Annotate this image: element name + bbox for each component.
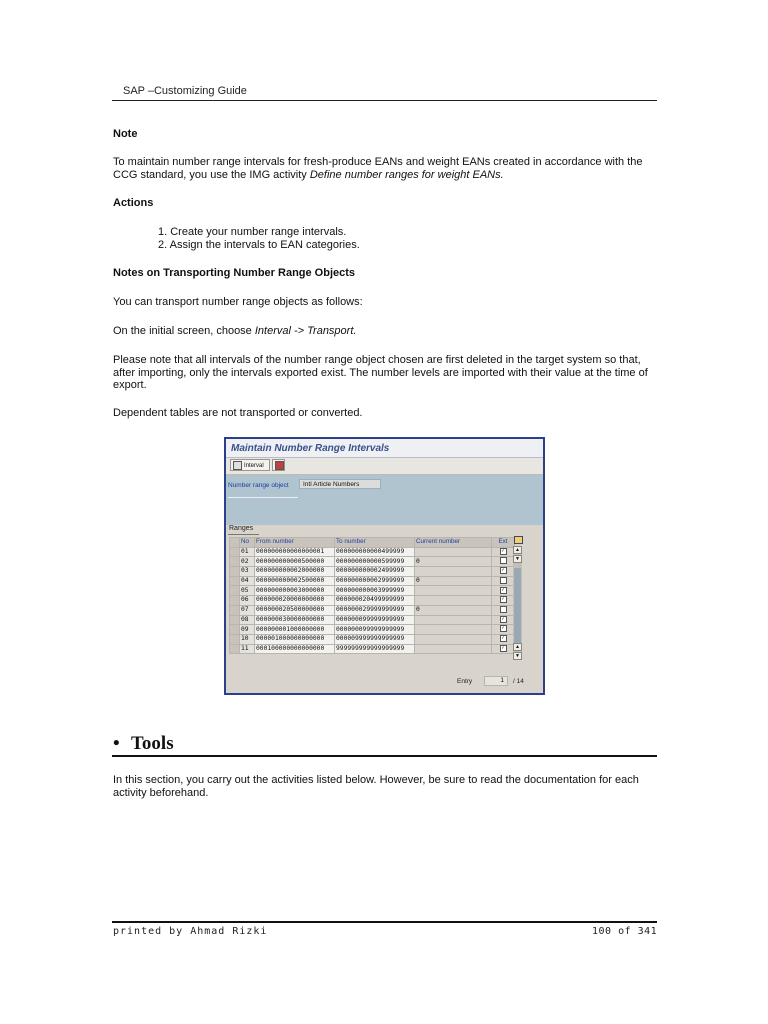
checkbox-checked-icon[interactable]: ✓ [501, 567, 505, 574]
row-select-cell[interactable] [230, 625, 240, 635]
checkbox-empty-icon[interactable] [500, 606, 507, 613]
ranges-tab-line [228, 534, 259, 535]
selection-underline [228, 497, 298, 498]
truck-icon [275, 461, 284, 470]
row-no-cell: 10 [240, 634, 255, 644]
table-row[interactable] [230, 596, 515, 606]
scroll-bottom-icon[interactable]: ▼ [513, 652, 522, 660]
checkbox-checked-icon[interactable]: ✓ [501, 586, 505, 593]
row-to-cell[interactable]: 000000000002499999 [335, 567, 415, 577]
transport-paragraph-3: Please note that all intervals of the number range object chosen are first deleted in the target system so that, after importing, only the intervals exported exist. The number levels are imported with their value at the time of export. [113, 354, 648, 391]
tools-heading: Tools [131, 733, 174, 754]
row-no-cell: 01 [240, 547, 255, 557]
row-no-cell: 05 [240, 586, 255, 596]
sap-body [226, 525, 543, 693]
row-current-cell: 0 [415, 576, 492, 586]
row-current-cell [415, 644, 492, 654]
row-to-cell[interactable]: 000000000000599999 [335, 557, 415, 567]
row-from-cell[interactable]: 000000000000500000 [255, 557, 335, 567]
row-to-cell[interactable]: 999999999999999999 [335, 644, 415, 654]
row-to-cell[interactable]: 000000099999999999 [335, 625, 415, 635]
row-no-cell: 06 [240, 596, 255, 606]
row-select-cell[interactable] [230, 615, 240, 625]
row-current-cell [415, 634, 492, 644]
transport-icon-button[interactable] [272, 459, 285, 471]
entry-label: Entry [457, 678, 473, 685]
row-from-cell[interactable]: 000000030000000000 [255, 615, 335, 625]
row-ext-cell [492, 596, 515, 606]
checkbox-checked-icon[interactable]: ✓ [501, 596, 505, 603]
checkbox-empty-icon[interactable] [500, 577, 507, 584]
row-current-cell [415, 596, 492, 606]
row-to-cell[interactable]: 000009999999999999 [335, 634, 415, 644]
row-current-cell [415, 615, 492, 625]
row-no-cell: 09 [240, 625, 255, 635]
row-current-cell [415, 586, 492, 596]
row-from-cell[interactable]: 000100000000000000 [255, 644, 335, 654]
row-select-cell[interactable] [230, 586, 240, 596]
transport-p2-path: Interval -> Transport. [254, 325, 357, 337]
row-ext-cell [492, 586, 515, 596]
row-current-cell [415, 625, 492, 635]
row-ext-cell [492, 557, 515, 567]
transport-heading: Notes on Transporting Number Range Objects [113, 267, 356, 279]
row-ext-cell [492, 615, 515, 625]
ranges-tab[interactable]: Ranges [229, 525, 254, 532]
row-select-cell[interactable] [230, 605, 240, 615]
select-all-cell[interactable] [230, 538, 240, 548]
interval-button[interactable] [230, 459, 270, 471]
interval-icon [233, 461, 242, 470]
header-rule [112, 100, 657, 101]
row-ext-cell [492, 547, 515, 557]
entry-field[interactable]: 1 [484, 676, 508, 686]
actions-list [158, 226, 360, 251]
object-label: Number range object [228, 482, 289, 489]
row-no-cell: 08 [240, 615, 255, 625]
row-select-cell[interactable] [230, 557, 240, 567]
ranges-table [229, 537, 515, 654]
table-row[interactable] [230, 605, 515, 615]
row-no-cell: 04 [240, 576, 255, 586]
scroll-up-icon[interactable]: ▼ [513, 555, 522, 563]
table-settings-icon[interactable] [514, 536, 523, 544]
row-to-cell[interactable]: 000000000003999999 [335, 586, 415, 596]
sap-title-bar [226, 439, 543, 458]
row-select-cell[interactable] [230, 547, 240, 557]
sap-selection-area [226, 475, 543, 525]
note-text: To maintain number range intervals for fresh-produce EANs and weight EANs created in accordance with the CCG standard, you use the IMG activity [113, 156, 643, 181]
actions-item: 1. Create your number range intervals. [158, 226, 347, 238]
checkbox-checked-icon[interactable]: ✓ [501, 615, 505, 622]
scroll-down-icon[interactable]: ▲ [513, 643, 522, 651]
sap-title: Maintain Number Range Intervals [231, 443, 390, 454]
actions-heading: Actions [113, 197, 154, 209]
note-activity: Define number ranges for weight EANs. [309, 168, 504, 181]
table-row[interactable] [230, 567, 515, 577]
col-header-no: No [240, 538, 255, 548]
sap-screenshot [224, 437, 545, 695]
interval-button-label: Interval [244, 463, 264, 469]
checkbox-checked-icon[interactable]: ✓ [501, 625, 505, 632]
row-ext-cell [492, 634, 515, 644]
actions-item: 2. Assign the intervals to EAN categories. [158, 238, 360, 251]
row-no-cell: 11 [240, 644, 255, 654]
table-row[interactable] [230, 634, 515, 644]
row-ext-cell [492, 625, 515, 635]
table-header-row [230, 538, 515, 548]
row-from-cell[interactable]: 000000000002500000 [255, 576, 335, 586]
footer-page-number: 100 of 341 [592, 926, 658, 937]
col-header-current: Current number [415, 538, 492, 548]
checkbox-checked-icon[interactable]: ✓ [501, 634, 505, 641]
checkbox-empty-icon[interactable] [500, 557, 507, 564]
table-row[interactable] [230, 644, 515, 654]
row-no-cell: 02 [240, 557, 255, 567]
table-row[interactable] [230, 547, 515, 557]
row-no-cell: 07 [240, 605, 255, 615]
table-row[interactable] [230, 557, 515, 567]
bullet-icon: • [113, 733, 120, 754]
row-to-cell[interactable]: 000000000000499999 [335, 547, 415, 557]
row-ext-cell [492, 605, 515, 615]
row-from-cell[interactable]: 000000000003000000 [255, 586, 335, 596]
row-select-cell[interactable] [230, 634, 240, 644]
footer-printed-by: printed by Ahmad Rizki [113, 926, 268, 937]
checkbox-checked-icon[interactable]: ✓ [501, 644, 505, 651]
row-from-cell[interactable]: 000000001000000000 [255, 625, 335, 635]
row-current-cell [415, 547, 492, 557]
tools-paragraph: In this section, you carry out the activities listed below. However, be sure to read the documentation for each activity beforehand. [113, 774, 639, 799]
transport-paragraph-1: You can transport number range objects as follows: [113, 296, 363, 308]
note-heading: Note [113, 128, 138, 140]
row-from-cell[interactable]: 000000000002000000 [255, 567, 335, 577]
col-header-to: To number [335, 538, 415, 548]
row-to-cell[interactable]: 000000000002999999 [335, 576, 415, 586]
row-current-cell: 0 [415, 557, 492, 567]
row-select-cell[interactable] [230, 567, 240, 577]
table-row[interactable] [230, 576, 515, 586]
row-to-cell[interactable]: 000000029999999999 [335, 605, 415, 615]
row-from-cell[interactable]: 000001000000000000 [255, 634, 335, 644]
table-row[interactable] [230, 586, 515, 596]
row-select-cell[interactable] [230, 596, 240, 606]
row-no-cell: 03 [240, 567, 255, 577]
checkbox-checked-icon[interactable]: ✓ [501, 547, 505, 554]
col-header-ext: Ext [492, 538, 515, 548]
scroll-top-icon[interactable]: ▲ [513, 546, 522, 554]
row-from-cell[interactable]: 000000020000000000 [255, 596, 335, 606]
table-row[interactable] [230, 615, 515, 625]
row-select-cell[interactable] [230, 644, 240, 654]
row-to-cell[interactable]: 000000099999999999 [335, 615, 415, 625]
transport-p2-text: On the initial screen, choose [113, 325, 255, 337]
row-current-cell [415, 567, 492, 577]
transport-paragraph-4: Dependent tables are not transported or converted. [113, 407, 363, 419]
row-from-cell[interactable]: 000000000000000001 [255, 547, 335, 557]
row-ext-cell [492, 576, 515, 586]
table-row[interactable] [230, 625, 515, 635]
row-from-cell[interactable]: 000000020500000000 [255, 605, 335, 615]
row-select-cell[interactable] [230, 576, 240, 586]
table-scrollbar[interactable] [513, 546, 522, 660]
scroll-thumb[interactable] [514, 568, 521, 644]
object-field[interactable]: Intl Article Numbers [299, 479, 381, 489]
tools-rule [112, 755, 657, 757]
entry-total: / 14 [513, 678, 524, 685]
footer-rule [112, 921, 657, 923]
running-header: SAP –Customizing Guide [123, 85, 247, 97]
row-ext-cell [492, 644, 515, 654]
transport-paragraph-2 [113, 325, 658, 338]
tools-heading-block [113, 733, 174, 755]
note-paragraph [113, 156, 658, 181]
row-ext-cell [492, 567, 515, 577]
col-header-from: From number [255, 538, 335, 548]
sap-toolbar [226, 458, 543, 475]
row-to-cell[interactable]: 000000020499999999 [335, 596, 415, 606]
row-current-cell: 0 [415, 605, 492, 615]
